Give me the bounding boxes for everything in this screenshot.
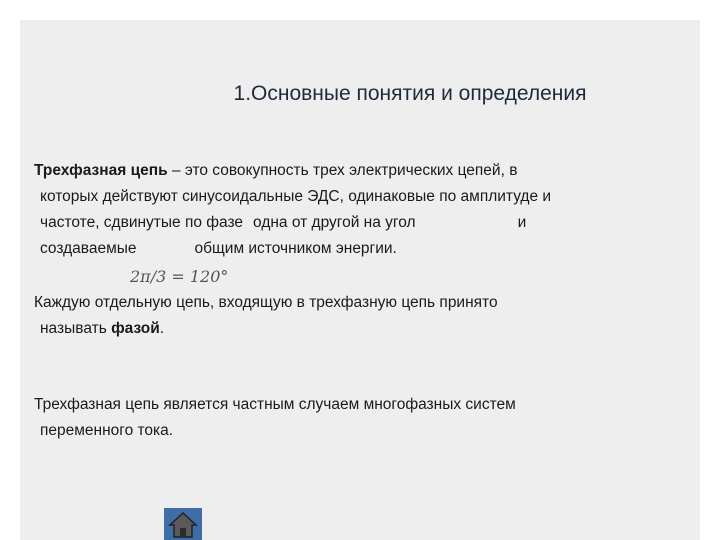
slide-title: 1.Основные понятия и определения	[233, 82, 587, 105]
phase-angle-formula: 2π/3 = 120°	[130, 267, 229, 286]
paragraph-phase-definition: Каждую отдельную цепь, входящую в трехфазную цепь принято называть фазой.	[34, 294, 498, 337]
term-phase: фазой	[111, 320, 160, 337]
slide	[20, 20, 700, 540]
term-three-phase-circuit: Трехфазная цепь	[34, 162, 168, 179]
home-button[interactable]	[164, 508, 202, 540]
paragraph-polyphase-systems: Трехфазная цепь является частным случаем многофазных систем переменного тока.	[34, 396, 516, 439]
home-icon	[164, 508, 202, 540]
paragraph-three-phase-definition: Трехфазная цепь – это совокупность трех электрических цепей, в которых действуют синусоидальные ЭДС, одинаковые по амплитуде и частоте, сдвинутые по фазе одна от другой на угол и создаваемые общим источником энергии.	[34, 162, 552, 257]
